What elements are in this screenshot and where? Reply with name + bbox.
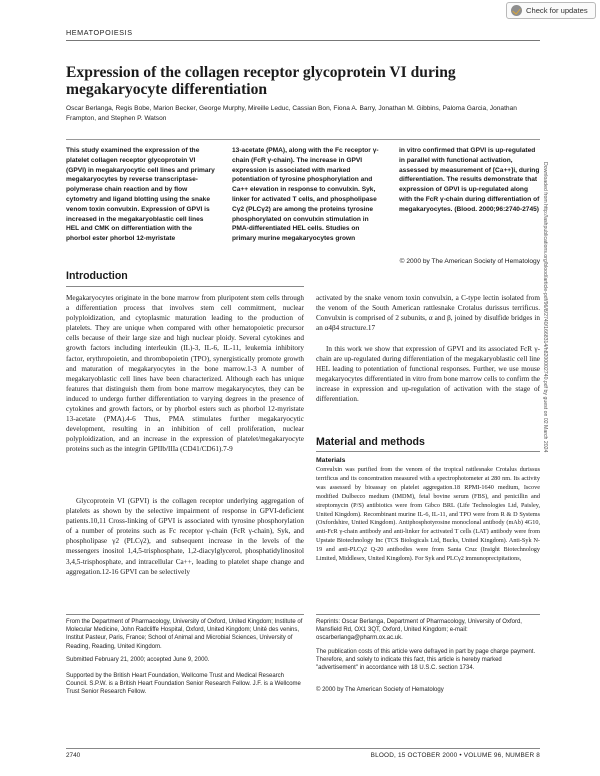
section-label: HEMATOPOIESIS (66, 28, 133, 37)
materials-paragraph: Convulxin was purified from the venom of the tropical rattlesnake Crotalus durissus terrificus and its concentration measured with a spectrophotometer at 280 nm. Its activity was assessed by bioassay on platelet aggregation.18 RPMI-1640 medium, Iscove modified Dulbecco medium (IMDM), fetal bovine serum (FBS), and penicillin and streptomycin (P/S) antibiotics were from Gibco BRL (Life Technologies Ltd, Paisley, United Kingdom). Recombinant murine IL-6, IL-11, and TPO were from R & D Systems (Oxfordshire, United Kingdom). Antiphosphotyrosine monoclonal antibody (mAb) 4G10, anti-FcR γ-chain antibody and anti-linker for activated T cells (LAT) antibody were from Upstate Biotechnology Inc (TCS Biologicals Ltd, Bucks, United Kingdom). Anti-Syk N-19 and anti-PLCγ2 Q-20 antibodies were from Santa Cruz (Insight Biotechnology Limited, Middlesex, United Kingdom). For Syk and PLCγ2 immunoprecipitations, (316, 466, 540, 563)
abstract-divider (66, 139, 540, 140)
methods-divider (316, 451, 540, 452)
check-for-updates-button[interactable] (506, 2, 596, 19)
publication-costs-footnote: The publication costs of this article were defrayed in part by page charge payment. Therefore, and solely to indicate this fact, this article is hereby marked "advertisement" in accordance with 18 U.S.C. section 1734. (316, 649, 536, 672)
intro-paragraph-1: Megakaryocytes originate in the bone marrow from pluripotent stem cells through a differentiation process that involves stem cell commitment, nuclear polyploidization, and cytoplasmic maturation leading to the production of platelets. They are unique when compared with other hematopoietic precursor cells because of their large size and high nuclear ploidy. Several cytokines and growth factors including interleukin (IL)-3, IL-6, IL-11, leukemia inhibitory factor, erythropoietin, and thrombopoietin (TPO), synergistically promote growth and maturation of megakaryocytes in the bone marrow.1-3 A number of megakaryoblastic cell lines have been characterized. Although each has unique features that distinguish them from bone marrow megakaryocytes, they can be induced to undergo further differentiation to varying degrees in the presence of cytokines and growth factors, or by phorbol esters such as phorbol 12-myristate 13-acetate (PMA).4-6 Thus, PMA stimulates further megakaryocytic development, resulting in an inhibition of cell proliferation, nuclear polyploidization, and an increase in the expression of platelet/megakaryocyte proteins such as the integrin GPIIb/IIIa (CD41/CD61).7-9 (66, 294, 304, 454)
abstract-copyright: © 2000 by The American Society of Hematology (399, 258, 540, 265)
journal-citation: BLOOD, 15 OCTOBER 2000 • VOLUME 96, NUMBER 8 (370, 752, 540, 759)
introduction-divider (66, 286, 304, 287)
check-for-updates-label: Check for updates (526, 6, 588, 15)
affiliation-footnote: From the Department of Pharmacology, University of Oxford, United Kingdom; Institute of Molecular Medicine, John Radcliffe Hospital, Oxford, United Kingdom; Unité des venins, Institut Pasteur, Paris, France; School of Animal and Microbial Sciences, University of Reading, Reading, United Kingdom. (66, 619, 303, 650)
footnote-divider-right (316, 614, 540, 615)
abstract-column-3: in vitro confirmed that GPVI is up-regulated in parallel with functional activation, assessed by measurement of [Ca++]i, during differentiation. The results demonstrate that expression of GPVI is up-regulated along with the FcR γ-chain during differentiation of megakaryocytes. (Blood. 2000;96:2740-2745) (399, 147, 540, 213)
page-number: 2740 (66, 752, 81, 759)
abstract-column-1: This study examined the expression of the platelet collagen receptor glycoprotein VI (GPVI) in megakaryocytic cell lines and primary megakaryocytes by reverse transcriptase-polymerase chain reaction and by flow cytometry and ligand blotting using the snake venom toxin convulxin. Expression of GPVI is increased in the megakaryoblastic cell lines HEL and CMK on differentiation with the phorbol ester phorbol 12-myristate (66, 147, 215, 243)
copyright-footnote: © 2000 by The American Society of Hematology (316, 687, 444, 693)
support-footnote: Supported by the British Heart Foundation, Wellcome Trust and Medical Research Council. S.P.W. is a British Heart Foundation Senior Research Fellow. J.F. is a Wellcome Trust Senior Research Fellow. (66, 673, 301, 696)
materials-subheading: Materials (316, 457, 346, 464)
methods-heading: Material and methods (316, 436, 425, 448)
intro-paragraph-4: In this work we show that expression of GPVI and its associated FcR γ-chain are up-regulated during differentiation of the megakaryoblastic cell line HEL leading to potentiation of functional responses. Further, we use mouse megakaryocytes differentiated in vitro from bone marrow cells to confirm the increase in expression and up-regulation of activation with the stage of differentiation. (316, 345, 540, 404)
download-side-note: Downloaded from http://ashpublications.org/blood/article-pdf/96/8/2740/1668314/h8200002740.pdf by guest on 02 March 2024 (542, 162, 548, 453)
article-title: Expression of the collagen receptor glycoprotein VI during megakaryocyte differentiation (66, 64, 456, 98)
header-divider (66, 40, 540, 41)
reprints-footnote: Reprints: Oscar Berlanga, Department of Pharmacology, University of Oxford, Mansfield Rd, OX1 3QT, Oxford, United Kingdom; e-mail: oscarberlanga@pharm.ox.ac.uk. (316, 619, 522, 642)
intro-paragraph-3: activated by the snake venom toxin convulxin, a C-type lectin isolated from the venom of the South American rattlesnake Crotalus durissus terrificus. Convulxin is comprised of 2 subunits, α and β, joined by disulfide bridges in an α4β4 structure.17 (316, 294, 540, 333)
intro-paragraph-2: Glycoprotein VI (GPVI) is the collagen receptor underlying aggregation of platelets as shown by the selective impairment of response in GPVI-deficient patients.10,11 Cross-linking of GPVI is associated with tyrosine phosphorylation of a number of proteins such as Fc receptor γ-chain (FcR γ-chain), Syk, and phospholipase γ2 (PLCγ2), and subsequent increase in the levels of the messengers inositol 1,4,5-trisphosphate, 1,2-diacylglycerol, phosphatidylinositol 3,4,5-trisphosphate, and intracellular Ca++, leading to platelet shape change and aggregation.12-16 GPVI can be selectively (66, 497, 304, 576)
author-list: Oscar Berlanga, Regis Bobe, Marion Becker, George Murphy, Mireille Leduc, Cassian Bon, Fiona A. Barry, Jonathan M. Gibbins, Paloma Garcia, Jonathan Frampton, and Stephen P. Watson (66, 105, 517, 122)
introduction-heading: Introduction (66, 270, 128, 282)
check-badge-icon (511, 5, 522, 16)
abstract-column-2: 13-acetate (PMA), along with the Fc receptor γ-chain (FcR γ-chain). The increase in GPVI expression is associated with marked potentiation of tyrosine phosphorylation and Ca++ elevation in response to convulxin. Syk, linker for activated T cells, and phospholipase Cγ2 (PLCγ2) are among the proteins tyrosine phosphorylated on convulxin stimulation in PMA-differentiated HEL cells. Studies on primary murine megakaryocytes grown (232, 147, 379, 243)
submitted-footnote: Submitted February 21, 2000; accepted June 9, 2000. (66, 657, 210, 663)
footer-divider (66, 748, 540, 749)
footnote-divider-left (66, 614, 304, 615)
